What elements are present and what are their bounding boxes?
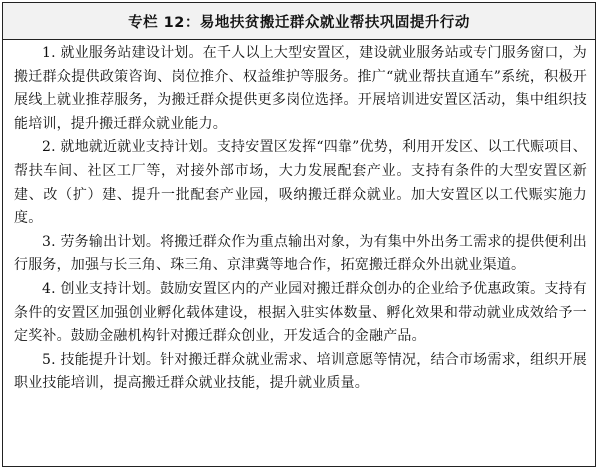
box-title: 专栏 12：易地扶贫搬迁群众就业帮扶巩固提升行动 — [128, 14, 470, 31]
plan-paragraph-4: 4. 创业支持计划。鼓励安置区内的产业园对搬迁群众创办的企业给予优惠政策。支持有条件的安置区加强创业孵化载体建设，根据入驻实体数量、孵化效果和带动就业成效给予一定奖补。鼓励金融机构针对搬迁群众创业，开发适合的金融产品。 — [14, 280, 587, 345]
plan-paragraph-5: 5. 技能提升计划。针对搬迁群众就业需求、培训意愿等情况，结合市场需求，组织开展职业技能培训，提高搬迁群众就业技能，提升就业质量。 — [14, 351, 587, 392]
plan-paragraph-3: 3. 劳务输出计划。将搬迁群众作为重点输出对象，为有集中外出务工需求的提供便利出行服务，加强与长三角、珠三角、京津冀等地合作，拓宽搬迁群众外出就业渠道。 — [14, 233, 587, 274]
plan-paragraph-1: 1. 就业服务站建设计划。在千人以上大型安置区，建设就业服务站或专门服务窗口，为搬迁群众提供政策咨询、岗位推介、权益维护等服务。推广“就业帮扶直通车”系统，积极开展线上就业推荐服务，为搬迁群众提供更多岗位选择。开展培训进安置区活动，集中组织技能培训，提升搬迁群众就业能力。 — [14, 45, 587, 132]
plan-paragraph-2: 2. 就地就近就业支持计划。支持安置区发挥“四靠”优势，利用开发区、以工代赈项目、帮扶车间、社区工厂等，对接外部市场，大力发展配套产业。支持有条件的大型安置区新建、改（扩）建、提升一批配套产业园，吸纳搬迁群众就业。加大安置区以工代赈实施力度。 — [14, 139, 587, 227]
box-header — [3, 3, 595, 40]
box-content — [3, 40, 595, 396]
policy-box — [2, 2, 596, 467]
